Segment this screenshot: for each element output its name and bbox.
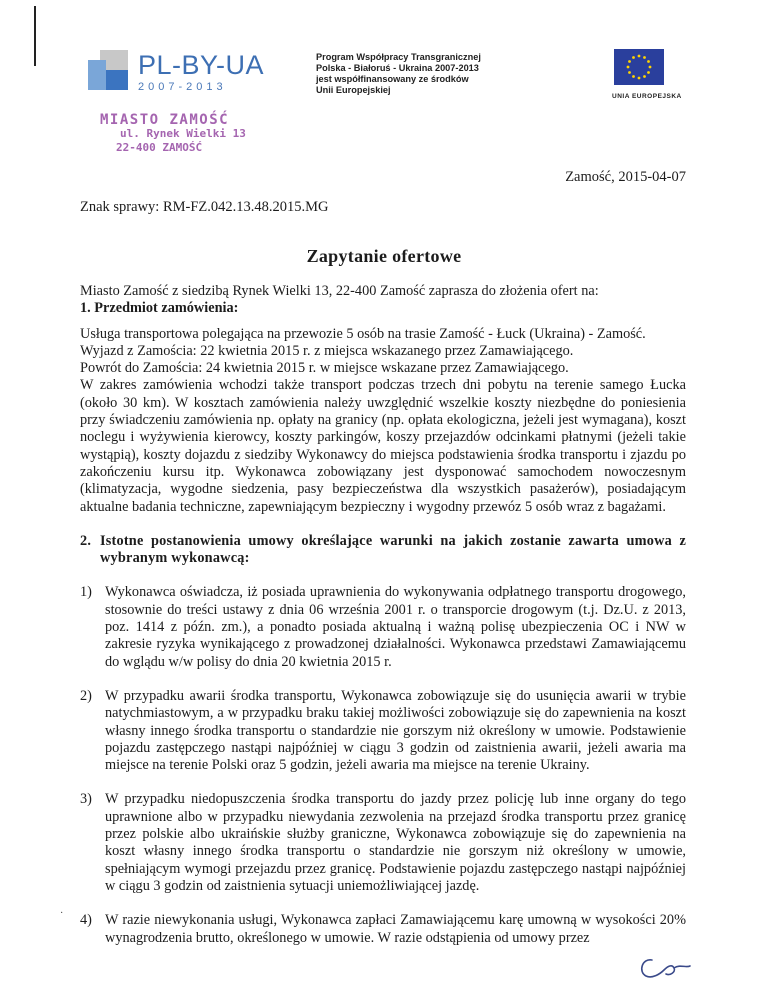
clause-number: 3) [80, 791, 92, 808]
program-line: Unii Europejskiej [316, 85, 391, 95]
program-line: Polska - Białoruś - Ukraina 2007-2013 [316, 63, 479, 73]
clause-number: 1) [80, 584, 92, 601]
clause-text: W razie niewykonania usługi, Wykonawca zapłaci Zamawiającemu karę umowną w wysokości 20% wynagrodzenia brutto, określonego w umowie. W razie odstąpienia od umowy przez [105, 912, 686, 946]
program-info [316, 52, 481, 96]
document-title: Zapytanie ofertowe [306, 246, 462, 266]
case-reference: Znak sprawy: RM-FZ.042.13.48.2015.MG [80, 199, 329, 215]
section-2-number: 2. [80, 532, 92, 549]
signature-initials [634, 954, 694, 984]
clause-text: W przypadku awarii środka transportu, Wykonawca zobowiązuje się do usunięcia awarii w trybie natychmiastowym, a w przypadku braku takiej możliwości zobowiązuje się do zapewnienia na koszt własny innego środka transportu o standardzie nie gorszym niż określony w umowie. Podstawienie pojazdu zastępczego nastąpi najpóźniej w ciągu 3 godzin od zaistnienia awarii, jeżeli awaria ma miejsce na terenie Polski oraz 5 godzin, jeżeli awaria ma miejsce na terenie Ukrainy. [105, 687, 686, 774]
logo-years: 2007-2013 [138, 81, 227, 93]
section-2-heading [80, 533, 686, 568]
clause-number: 2) [80, 687, 92, 704]
document-body [80, 283, 686, 947]
section-1-heading: 1. Przedmiot zamówienia: [80, 300, 239, 317]
logo-name: PL-BY-UA [138, 50, 265, 80]
stamp-line: 22-400 ZAMOŚĆ [116, 141, 203, 154]
clause-item [80, 791, 686, 895]
eu-label: UNIA EUROPEJSKA [612, 93, 682, 100]
clause-text: Wykonawca oświadcza, iż posiada uprawnienia do wykonywania odpłatnego transportu drogowego, stosownie do treści ustawy z dnia 06 września 2001 r. o transporcie drogowym (t.j. Dz.U. z 2013, poz. 1414 z późn. zm.), a ponadto posiada aktualną i ważną polisę ubezpieczenia OC i NW w zakresie ryzyka wynikającego z prowadzonej działalności. Wykonawca przedstawi Zamawiającemu do wglądu w/w polisy do dnia 20 kwietnia 2015 r. [105, 584, 686, 670]
section-1-line: W zakres zamówienia wchodzi także transport podczas trzech dni pobytu na terenie samego Łucka (około 30 km). W kosztach zamówienia należy uwzględnić wszelkie koszty niezbędne do poniesienia przy świadczeniu zamówienia np. opłaty na granicy (np. opłata ekologiczna, jeżeli jest wymagana), koszt noclegu i wyżywienia kierowcy, koszty parkingów, koszy przejazdów odcinkami płatnymi (jeżeli takie wystąpią), koszty dojazdu z siedziby Wykonawcy do miejsca podstawienia środka transportu i zjazdu po zakończeniu kursu itp. Wykonawca zobowiązany jest dysponować samochodem nowoczesnym (klimatyzacja, wygodne siedzenia, pasy bezpieczeństwa dla wszystkich pasażerów), posiadającym aktualne badania techniczne, zapewniającym bezpieczny i wygodny przewóz 5 osób wraz z bagażami. [80, 377, 686, 515]
section-1-line: Powrót do Zamościa: 24 kwietnia 2015 r. w miejsce wskazane przez Zamawiającego. [80, 360, 569, 377]
ink-mark: · [60, 908, 64, 919]
intro-paragraph: Miasto Zamość z siedzibą Rynek Wielki 13, 22-400 Zamość zaprasza do złożenia ofert na: [80, 283, 599, 299]
program-line: jest współfinansowany ze środków [316, 74, 469, 84]
clause-text: W przypadku niedopuszczenia środka transportu do jazdy przez policję lub inne organy do tego uprawnione albo w przypadku niewydania zezwolenia na przejazd środka transportu przez granicę przez polskie albo ukraińskie służby graniczne, Wykonawca zobowiązuje się do zapewnienia na koszt własny innego środka transportu o standardzie nie gorszym niż określony w umowie, spełniającym wymogi przejazdu przez granicę. Podstawienie pojazdu zastępczego nastąpi najpóźniej w ciągu 3 godzin od zaistnienia sytuacji uniemożliwiającej jazdę. [105, 791, 686, 894]
section-1-line: Usługa transportowa polegająca na przewozie 5 osób na trasie Zamość - Łuck (Ukraina) - Zamość. [80, 325, 646, 342]
logo-squares-icon [88, 50, 132, 94]
clause-item [80, 912, 686, 947]
clause-number: 4) [80, 912, 92, 929]
clause-item [80, 584, 686, 670]
eu-logo [612, 49, 682, 100]
section-1-body [80, 326, 686, 516]
stamp-line: MIASTO ZAMOŚĆ [100, 112, 230, 128]
section-1-line: Wyjazd z Zamościa: 22 kwietnia 2015 r. z miejsca wskazanego przez Zamawiającego. [80, 342, 574, 359]
program-line: Program Współpracy Transgranicznej [316, 52, 481, 62]
document-date: Zamość, 2015-04-07 [565, 169, 686, 185]
office-stamp [100, 113, 246, 155]
section-2-title: Istotne postanowienia umowy określające warunki na jakich zostanie zawarta umowa z wybranym wykonawcą: [100, 532, 686, 567]
eu-flag-icon [614, 49, 664, 85]
pl-by-ua-logo [88, 50, 264, 94]
clause-item [80, 688, 686, 774]
scan-edge-mark [34, 6, 36, 66]
stamp-line: ul. Rynek Wielki 13 [120, 127, 246, 140]
